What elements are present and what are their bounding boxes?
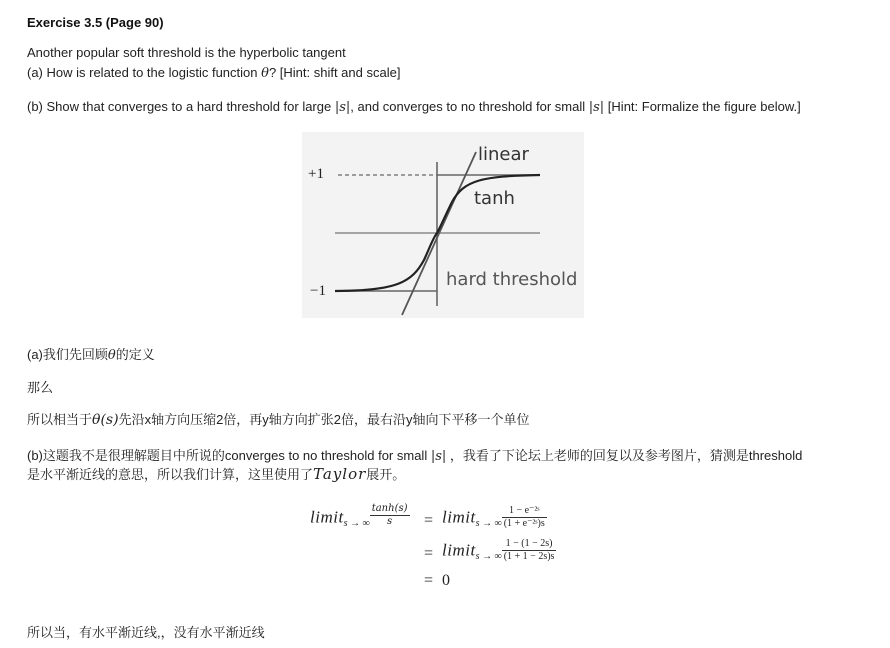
limit-subscript: s → ∞ [343,518,370,530]
label-plus-one: +1 [308,166,324,182]
b-line2-suffix: 展开。 [366,467,406,482]
label-minus-one: −1 [310,283,326,299]
row1-numerator: 1 − e⁻²ˢ [502,505,547,518]
tanh-plot-svg [302,132,584,318]
limit-word: limit [442,540,476,560]
equation-row-1 [310,503,410,532]
abs-s: |s| [334,100,351,115]
exercise-title: Exercise 3.5 (Page 90) [27,15,164,30]
tanh-figure [302,132,584,318]
limit-word: limit [442,507,476,527]
part-b-middle: , and converges to no threshold for small [350,99,589,114]
equals-sign-3: = [424,572,434,589]
answer-a-prefix: (a)我们先回顾 [27,347,108,362]
part-a-prefix: (a) How is related to the logistic function [27,65,262,80]
equivalent-suffix: 先沿x轴方向压缩2倍，再y轴方向扩张2倍，最右沿y轴向下平移一个单位 [118,412,530,427]
row1-fraction [502,505,547,530]
label-hard-threshold: hard threshold [446,269,578,290]
answer-equivalent [27,409,530,428]
part-a-question [27,65,400,81]
part-b-prefix: (b) Show that converges to a hard threshold for large [27,99,335,114]
part-b-suffix: [Hint: Formalize the figure below.] [604,99,801,114]
part-b-question [27,99,801,115]
equation-row-1-rhs [442,507,547,532]
answer-a-intro [27,344,155,363]
theta-s-symbol: θ(s) [92,412,119,428]
row2-fraction [502,538,557,563]
label-tanh: tanh [474,188,515,209]
row1-denominator: (1 + e⁻²ˢ)s [503,518,545,529]
limit-word: limit [310,507,344,527]
row2-denominator: (1 + 1 − 2s)s [503,551,555,562]
lhs-fraction [370,503,410,528]
equation-row-2-rhs [442,540,556,565]
part-a-suffix: ? [Hint: shift and scale] [268,65,401,80]
answer-b-line1 [27,445,802,464]
row2-numerator: 1 − (1 − 2s) [502,538,557,551]
theta-symbol: θ [261,66,269,81]
intro-text: Another popular soft threshold is the hyperbolic tangent [27,45,346,60]
abs-s: |s| [588,100,605,115]
theta-symbol: θ [107,348,116,363]
answer-then: 那么 [27,380,54,395]
answer-a-suffix: 的定义 [115,347,155,362]
b-line1-suffix: ，我看了下论坛上老师的回复以及参考图片，猜测是threshold [446,448,803,463]
equation-result: 0 [442,572,450,589]
taylor-word: Taylor [313,465,367,483]
b-line2-prefix: 是水平渐近线的意思，所以我们计算，这里使用了 [27,467,314,482]
answer-b-line2 [27,464,405,483]
answer-conclusion: 所以当，有水平渐近线,，没有水平渐近线 [27,625,265,640]
limit-subscript: s → ∞ [475,551,502,563]
limit-subscript: s → ∞ [475,518,502,530]
b-line1-prefix: (b)这题我不是很理解题目中所说的converges to no threshold for small [27,448,431,463]
lhs-numerator: tanh(s) [371,503,408,514]
abs-s: |s| [430,449,447,464]
equivalent-prefix: 所以相当于 [27,412,93,427]
equals-sign-2: = [424,545,434,562]
lhs-denominator: s [387,516,393,527]
equals-sign-1: = [424,512,434,529]
label-linear: linear [478,144,529,165]
